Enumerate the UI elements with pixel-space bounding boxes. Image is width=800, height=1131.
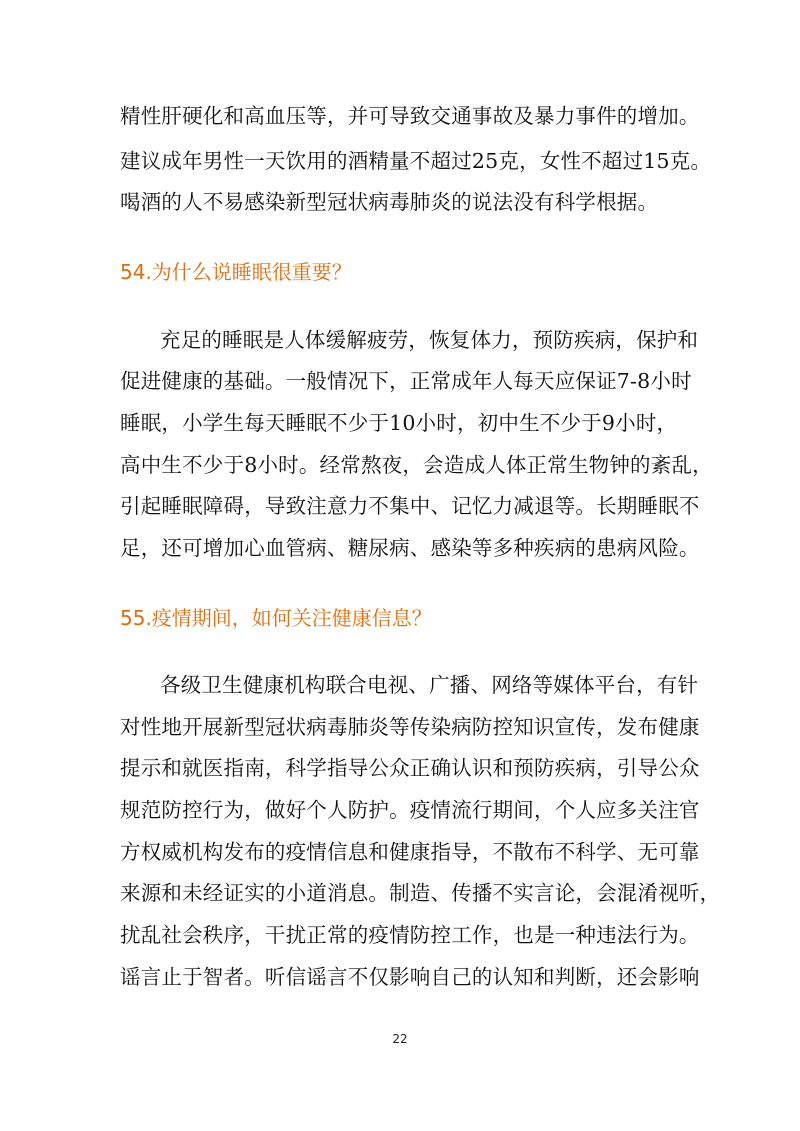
paragraph-line: 精性肝硬化和高血压等，并可导致交通事故及暴力事件的增加。 — [120, 104, 700, 128]
paragraph-line: 方权威机构发布的疫情信息和健康指导，不散布不科学、无可靠 — [120, 840, 700, 864]
paragraph-line: 睡眠，小学生每天睡眠不少于10小时，初中生不少于9小时， — [120, 411, 678, 435]
section-heading-54: 54.为什么说睡眠很重要？ — [120, 260, 352, 284]
paragraph-line: 来源和未经证实的小道消息。制造、传播不实言论，会混淆视听， — [120, 881, 721, 905]
paragraph-line: 各级卫生健康机构联合电视、广播、网络等媒体平台，有针 — [160, 673, 699, 697]
paragraph-line: 扰乱社会秩序，干扰正常的疫情防控工作，也是一种违法行为。 — [120, 923, 700, 947]
page-number: 22 — [392, 1032, 408, 1046]
paragraph-line: 谣言止于智者。听信谣言不仅影响自己的认知和判断，还会影响 — [120, 965, 700, 989]
paragraph-line: 提示和就医指南，科学指导公众正确认识和预防疾病，引导公众 — [120, 756, 700, 780]
paragraph-line: 喝酒的人不易感染新型冠状病毒肺炎的说法没有科学根据。 — [120, 190, 659, 214]
paragraph-line: 规范防控行为，做好个人防护。疫情流行期间，个人应多关注官 — [120, 798, 700, 822]
paragraph-line: 促进健康的基础。一般情况下，正常成年人每天应保证7-8小时 — [120, 369, 692, 393]
paragraph-line: 对性地开展新型冠状病毒肺炎等传染病防控知识宣传，发布健康 — [120, 715, 700, 739]
paragraph-line: 引起睡眠障碍，导致注意力不集中、记忆力减退等。长期睡眠不 — [120, 494, 700, 518]
paragraph-line: 高中生不少于8小时。经常熬夜，会造成人体正常生物钟的紊乱， — [120, 453, 713, 477]
paragraph-line: 建议成年男性一天饮用的酒精量不超过25克，女性不超过15克。 — [120, 149, 712, 173]
section-heading-55: 55.疫情期间，如何关注健康信息？ — [120, 606, 432, 630]
paragraph-line: 足，还可增加心血管病、糖尿病、感染等多种疾病的患病风险。 — [120, 536, 700, 560]
paragraph-line: 充足的睡眠是人体缓解疲劳，恢复体力，预防疾病，保护和 — [160, 328, 699, 352]
